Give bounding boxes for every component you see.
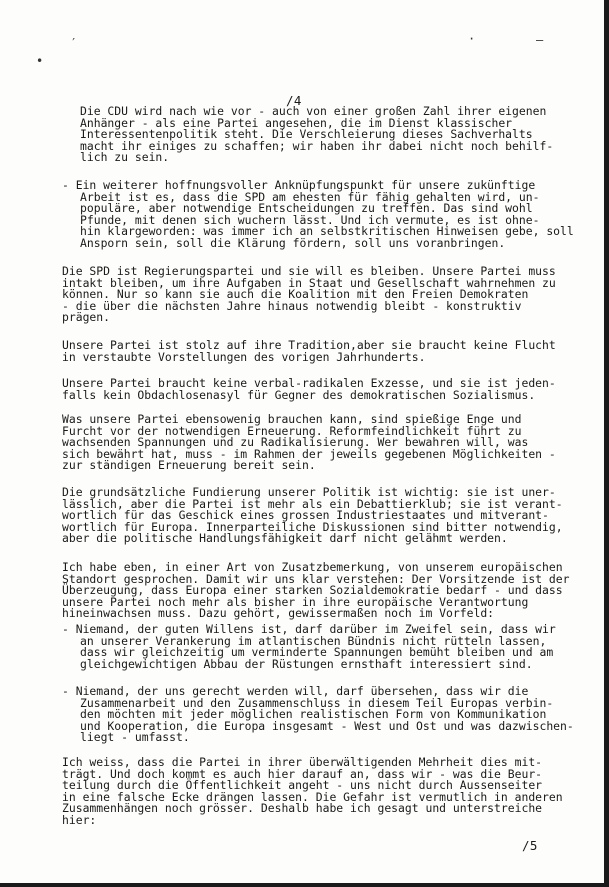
page-number: /4 — [286, 93, 302, 108]
text-line: hineinwachsen muss. Dazu gehört, gewissermaßen noch im Vorfeld: — [62, 606, 495, 621]
scan-edge-bottom — [0, 883, 609, 887]
text-line: - die über die nächsten Jahre hinaus notwendig bleibt - konstruktiv — [62, 298, 522, 313]
paragraph-bullet-zusammenarbeit — [62, 686, 594, 744]
text-line: Standort gesprochen. Damit wir uns klar verstehen: Der Vorsitzende ist der — [62, 571, 570, 586]
paragraph-exzesse — [62, 378, 594, 401]
text-line: lich zu sein. — [80, 150, 170, 165]
text-line: zur ständigen Erneuerung bereit sein. — [62, 458, 316, 473]
text-line: Zusammenhängen noch grösser. Deshalb habe ich gesagt und unterstreiche — [62, 801, 543, 816]
paragraph-bullet-buendnis — [62, 624, 594, 670]
text-line: gleichgewichtigen Abbau der Rüstungen ernsthaft interessiert sind. — [80, 656, 533, 671]
scan-mark-dash: · — [468, 32, 476, 46]
text-line: lässlich, aber die Partei ist mehr als ein Debattierklub; sie ist verant- — [62, 496, 563, 511]
text-line: können. Nur so kann sie auch die Koalition mit den Freien Demokraten — [62, 287, 529, 302]
text-line: hin klargeworden: was immer ich an selbstkritischen Hinweisen gebe, soll — [80, 224, 574, 239]
text-line: aber die politische Handlungsfähigkeit darf nicht gelähmt werden. — [62, 531, 508, 546]
paragraph-europa — [62, 562, 594, 620]
paragraph-mehrheit — [62, 757, 594, 827]
text-line: prägen. — [62, 310, 111, 325]
text-line: Überzeugung, dass Europa einer starken Sozialdemokratie bedarf - und dass — [62, 583, 563, 598]
text-line: in verstaubte Vorstellungen des vorigen Jahrhunderts. — [62, 349, 426, 364]
text-line: an unserer Verankerung im atlantischen Bündnis nicht rütteln lassen, — [80, 633, 547, 648]
text-line: wachsenden Spannungen und zu Radikalisierung. Wer bewahren will, was — [62, 435, 529, 450]
scan-edge-right — [604, 0, 609, 887]
text-line: Ansporn sein, soll die Klärung fördern, soll uns voranbringen. — [80, 235, 506, 250]
text-line: teilung durch die Öffentlichkeit angeht - uns nicht durch Aussenseiter — [62, 778, 543, 793]
paragraph-tradition — [62, 340, 594, 363]
text-line: Die grundsätzliche Fundierung unserer Politik ist wichtig: sie ist uner- — [62, 485, 556, 499]
text-line: Was unsere Partei ebensowenig brauchen kann, sind spießige Enge und — [62, 412, 522, 426]
scan-mark-line: — — [536, 33, 544, 47]
text-line: intakt bleiben, um ihre Aufgaben in Staat und Gesellschaft wahrnehmen zu — [62, 275, 556, 290]
text-line: hier: — [62, 812, 97, 827]
text-line: trägt. Und doch kommt es auch hier darauf an, dass wir - was die Beur- — [62, 766, 543, 781]
text-line: Furcht vor der notwendigen Erneuerung. Reformfeindlichkeit führt zu — [62, 423, 522, 438]
paragraph-regierungspartei — [62, 266, 594, 324]
text-line: unsere Partei noch mehr als bisher in ihre europäische Verantwortung — [62, 594, 529, 609]
text-line: Ich habe eben, in einer Art von Zusatzbemerkung, von unserem europäischen — [62, 560, 563, 574]
text-line: Unsere Partei ist stolz auf ihre Tradition,aber sie braucht keine Flucht — [62, 338, 556, 352]
text-line: liegt - umfasst. — [80, 730, 190, 745]
text-line: populäre, aber notwendige Entscheidungen zu treffen. Das sind wohl — [80, 201, 533, 216]
text-line: macht ihr einiges zu schaffen; wir haben ihr dabei nicht noch behilf- — [80, 138, 554, 153]
text-line: Die CDU wird nach wie vor - auch von einer großen Zahl ihrer eigenen — [80, 104, 547, 118]
text-line: sich bewährt hat, muss - im Rahmen der jeweils gegebenen Möglichkeiten - — [62, 446, 556, 461]
text-line: und Kooperation, die Europa insgesamt - West und Ost und was dazwischen- — [80, 718, 574, 733]
scan-mark-tick: ′ — [70, 36, 78, 50]
text-line: Unsere Partei braucht keine verbal-radikalen Exzesse, und sie ist jeden- — [62, 376, 556, 390]
text-line: Die SPD ist Regierungspartei und sie will es bleiben. Unsere Partei muss — [62, 264, 556, 278]
text-line: Ich weiss, dass die Partei in ihrer überwältigenden Mehrheit dies mit- — [62, 755, 543, 769]
paragraph-cdu — [80, 106, 592, 164]
text-line: Anhänger - als eine Partei angesehen, die im Dienst klassischer — [80, 115, 513, 130]
next-page-number: /5 — [522, 838, 538, 853]
text-line: wortlich für Europa. Innerparteiliche Diskussionen sind bitter notwendig, — [62, 519, 563, 534]
text-line: Zusammenarbeit und den Zusammenschluss in diesem Teil Europas verbin- — [80, 695, 554, 710]
text-line: falls kein Obdachlosenasyl für Gegner des demokratischen Sozialismus. — [62, 387, 536, 402]
paragraph-fundierung — [62, 487, 594, 545]
paragraph-spd-arbeit — [62, 180, 594, 250]
text-line: - Niemand, der uns gerecht werden will, darf übersehen, dass wir die — [62, 684, 529, 698]
text-line: - Ein weiterer hoffnungsvoller Anknüpfungspunkt für unsere zukünftige — [62, 178, 536, 192]
text-line: - Niemand, der guten Willens ist, darf darüber im Zweifel sein, dass wir — [62, 622, 556, 636]
paragraph-erneuerung — [62, 414, 594, 472]
text-line: den möchten mit jeder möglichen realistischen Form von Kommunikation — [80, 707, 547, 722]
text-line: wortlich für das Geschick eines grossen Industriestaates und mitverant- — [62, 508, 549, 523]
text-line: Interessentenpolitik steht. Die Verschleierung dieses Sachverhalts — [80, 127, 533, 142]
text-line: dass wir gleichzeitig um verminderte Spannungen bemüht bleiben und am — [80, 645, 554, 660]
text-line: Pfunde, mit denen sich wuchern lässt. Und ich vermute, es ist ohne- — [80, 212, 540, 227]
text-line: Arbeit ist es, dass die SPD am ehesten für fähig gehalten wird, un- — [80, 189, 540, 204]
scan-mark-dot: • — [36, 54, 44, 68]
text-line: in eine falsche Ecke drängen lassen. Die Gefahr ist vermutlich in anderen — [62, 789, 563, 804]
